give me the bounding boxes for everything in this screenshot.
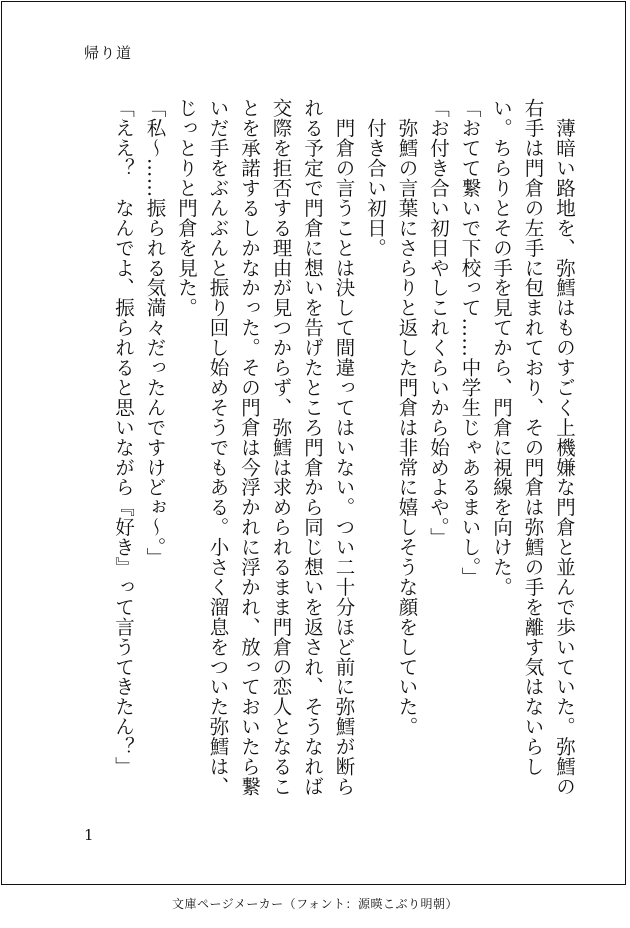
- dialogue-line: 「おてて繋いで下校って……中学生じゃあるまいし。」: [458, 98, 482, 587]
- text-paragraph: 薄暗い路地を、弥鱈はものすごく上機嫌な門倉と並んで歩いていた。弥鱈の右手は門倉の左手に包まれており、その門倉は弥鱈の手を離す気はないらしい。ちらりとその手を見てから、門倉に視線を向けた。: [490, 98, 576, 797]
- footer-caption: 文庫ページメーカー（フォント：源暎こぶり明朝）: [171, 897, 459, 911]
- page-number: 1: [84, 826, 94, 844]
- dialogue-line: 「お付き合い初日やしこれくらいから始めよや。」: [427, 98, 450, 548]
- vertical-text-body: [110, 98, 580, 798]
- dialogue-line: 「ええ？ なんでよ、振られると思いながら『好き』って言うてきたん？」: [112, 98, 135, 777]
- text-paragraph: 門倉の言うことは決して間違ってはいない。つい二十分ほど前に弥鱈が断られる予定で門倉に想いを告げたところ門倉から同じ想いを返され、そうなれば交際を拒否する理由が見つからず、弥鱈は求められるまま門倉の恋人となることを承諾するしかなかった。その門倉は今浮かれに浮かれ、放っておいたら繋いだ手をぶんぶんと振り回し始めそうでもある。小さく溜息をついた弥鱈は、じっとりと門倉を見た。: [175, 98, 356, 797]
- dialogue-line: 「私〜……振られる気満々だったんですけどぉ〜。」: [143, 98, 167, 568]
- page-header-title: 帰り道: [84, 44, 133, 62]
- text-paragraph: 弥鱈の言葉にさらりと返した門倉は非常に嬉しそうな顔をしていた。: [395, 98, 419, 737]
- text-paragraph: 付き合い初日。: [364, 98, 387, 258]
- book-page: [1, 1, 626, 885]
